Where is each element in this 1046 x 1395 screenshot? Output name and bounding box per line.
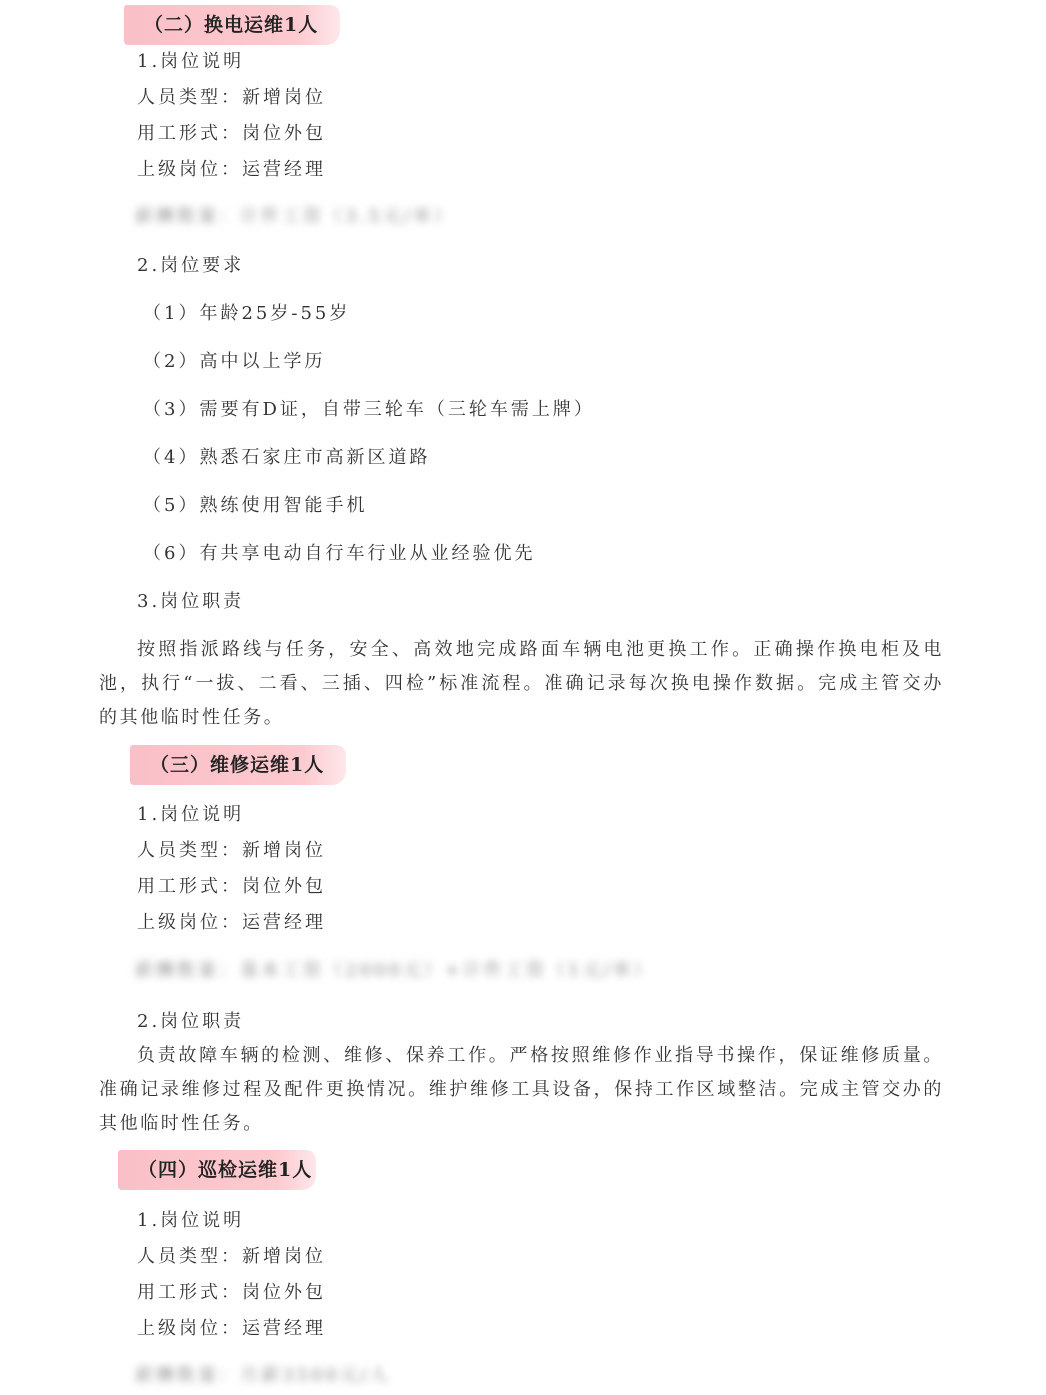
desc-title: 1.岗位说明 [137, 51, 245, 72]
person-type: 人员类型：新增岗位 [137, 1246, 326, 1267]
salary-blurred: 薪酬数量：基本工资（2000元）+计件工资（1元/单） [135, 960, 655, 981]
desc-title: 1.岗位说明 [137, 1210, 245, 1231]
requirements-title: 2.岗位要求 [137, 255, 245, 276]
requirement-item: （1）年龄25岁-55岁 [143, 303, 351, 324]
requirement-item: （5）熟练使用智能手机 [143, 495, 368, 516]
section-heading-text: （二）换电运维1人 [144, 14, 319, 36]
section-heading-3 [130, 745, 346, 785]
requirement-item: （2）高中以上学历 [143, 351, 326, 372]
employment-form: 用工形式：岗位外包 [137, 876, 326, 897]
employment-form: 用工形式：岗位外包 [137, 123, 326, 144]
salary-blurred: 薪酬数量：计件工资（3.5元/单） [135, 206, 455, 227]
salary-blurred: 薪酬数量：月薪3500元/人 [135, 1365, 391, 1386]
duty-paragraph: 按照指派路线与任务，安全、高效地完成路面车辆电池更换工作。正确操作换电柜及电池，执行“一拔、二看、三插、四检”标准流程。准确记录每次换电操作数据。完成主管交办的其他临时性任务。 [99, 639, 944, 728]
section-heading-2 [124, 5, 340, 45]
duty-paragraph: 负责故障车辆的检测、维修、保养工作。严格按照维修作业指导书操作，保证维修质量。准确记录维修过程及配件更换情况。维护维修工具设备，保持工作区域整洁。完成主管交办的其他临时性任务。 [99, 1045, 944, 1134]
employment-form: 用工形式：岗位外包 [137, 1282, 326, 1303]
section-heading-4 [118, 1150, 316, 1190]
duty-title: 2.岗位职责 [137, 1011, 245, 1032]
superior-post: 上级岗位：运营经理 [137, 159, 326, 180]
superior-post: 上级岗位：运营经理 [137, 1318, 326, 1339]
section-heading-text: （四）巡检运维1人 [138, 1159, 313, 1181]
person-type: 人员类型：新增岗位 [137, 87, 326, 108]
desc-title: 1.岗位说明 [137, 804, 245, 825]
duty-title: 3.岗位职责 [137, 591, 245, 612]
requirement-item: （6）有共享电动自行车行业从业经验优先 [143, 543, 536, 564]
superior-post: 上级岗位：运营经理 [137, 912, 326, 933]
section-heading-text: （三）维修运维1人 [150, 754, 325, 776]
requirement-item: （3）需要有D证，自带三轮车（三轮车需上牌） [143, 399, 595, 420]
person-type: 人员类型：新增岗位 [137, 840, 326, 861]
requirement-item: （4）熟悉石家庄市高新区道路 [143, 447, 431, 468]
